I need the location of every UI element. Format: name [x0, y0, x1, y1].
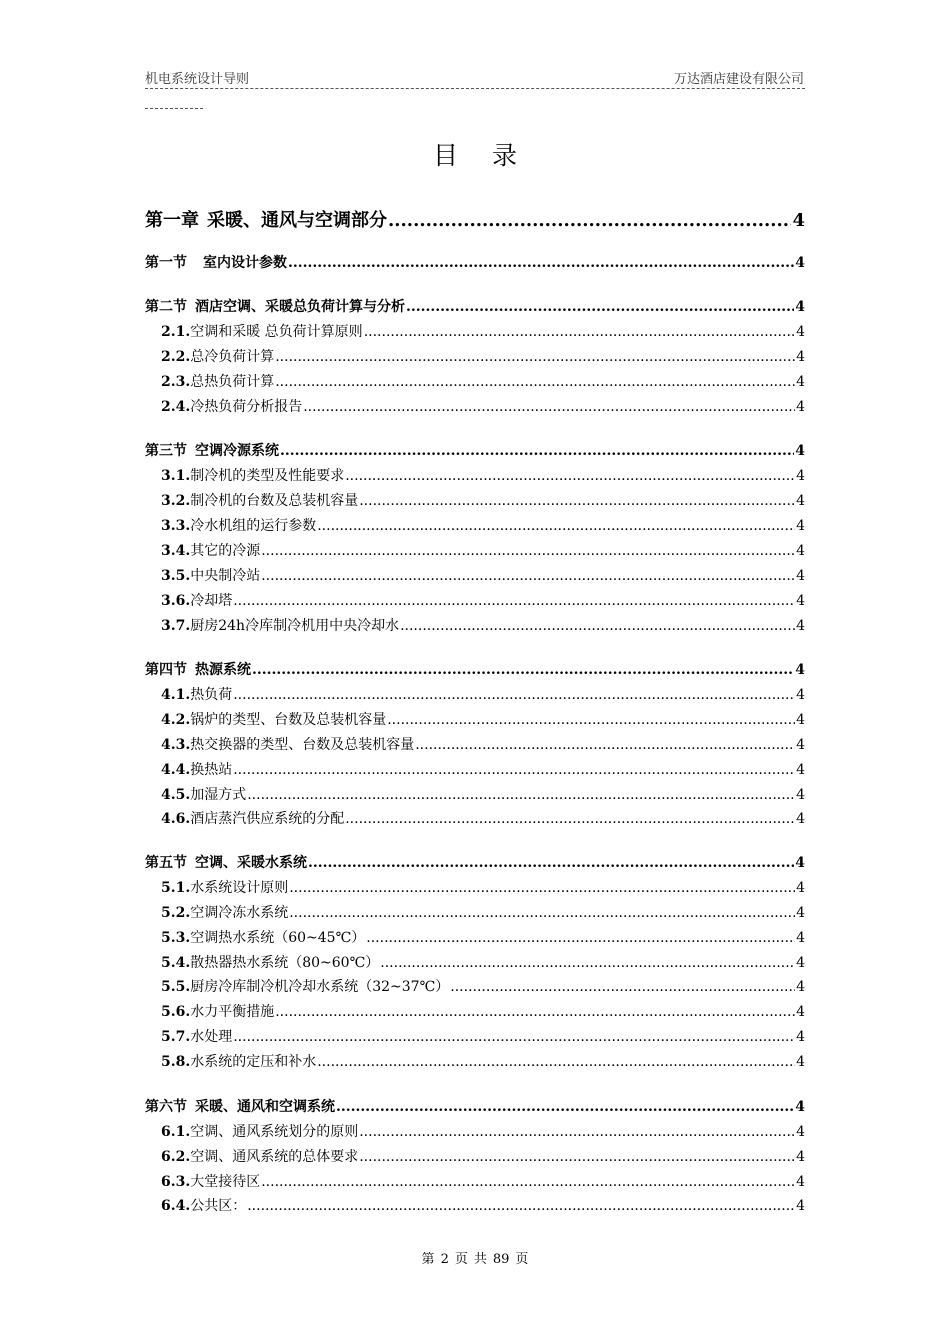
toc-entry-number: 3.6. [161, 593, 191, 609]
toc-entry-number: 3.1. [161, 468, 191, 484]
toc-entry-page: 4 [796, 1054, 805, 1070]
toc-entry-item[interactable] [145, 1121, 805, 1141]
toc-entry-item[interactable] [145, 927, 805, 947]
toc-entry-number: 5.5. [161, 979, 191, 995]
toc-entry-title: 冷热负荷分析报告 [190, 399, 303, 415]
toc-entry-page: 4 [796, 787, 805, 803]
toc-entry-page: 4 [796, 1149, 805, 1165]
toc-entry-number: 2.2. [161, 349, 191, 365]
toc-entry-title: 热交换器的类型、台数及总装机容量 [190, 737, 415, 753]
toc-leader-dots [359, 493, 795, 509]
toc-entry-title: 冷水机组的运行参数 [190, 518, 317, 534]
toc-entry-page: 4 [796, 493, 805, 509]
header-left: 机电系统设计导则 [145, 72, 250, 87]
toc-entry-title: 酒店空调、采暖总负荷计算与分析 [195, 299, 405, 315]
toc-entry-title: 中央制冷站 [190, 568, 261, 584]
toc-entry-item[interactable] [145, 808, 805, 828]
toc-entry-page: 4 [796, 930, 805, 946]
footer-suffix: 页 [515, 1252, 529, 1267]
toc-entry-page: 4 [796, 1198, 805, 1214]
toc-entry-number: 第四节 [145, 662, 187, 678]
toc-entry-title: 水系统的定压和补水 [190, 1054, 317, 1070]
toc-leader-dots [406, 299, 794, 315]
toc-entry-item[interactable] [145, 615, 805, 635]
toc-entry-number: 5.6. [161, 1004, 191, 1020]
toc-entry-title: 空调热水系统（60~45℃） [190, 930, 366, 946]
toc-leader-dots [317, 518, 795, 534]
toc-entry-number: 第三节 [145, 443, 187, 459]
footer-mid2: 共 [473, 1252, 487, 1267]
toc-entry-page: 4 [796, 1004, 805, 1020]
toc-leader-dots [450, 979, 795, 995]
toc-leader-dots [275, 349, 795, 365]
toc-entry-number: 3.5. [161, 568, 191, 584]
toc-entry-page: 4 [796, 1029, 805, 1045]
toc-entry-title: 空调冷冻水系统 [190, 905, 289, 921]
toc-entry-item[interactable] [145, 1195, 805, 1215]
toc-entry-page: 4 [796, 811, 805, 827]
toc-entry-title: 热负荷 [190, 687, 233, 703]
toc-entry-number: 2.4. [161, 399, 191, 415]
toc-entry-page: 4 [796, 905, 805, 921]
toc-entry-section[interactable] [145, 296, 805, 316]
toc-leader-dots [233, 687, 795, 703]
toc-entry-title: 加湿方式 [190, 787, 247, 803]
toc-entry-page: 4 [795, 299, 805, 315]
toc-entry-number: 第五节 [145, 855, 187, 871]
toc-entry-number: 6.3. [161, 1174, 191, 1190]
toc-entry-title: 总热负荷计算 [190, 374, 275, 390]
toc-entry-item[interactable] [145, 540, 805, 560]
toc-leader-dots [233, 1029, 795, 1045]
toc-leader-dots [252, 662, 794, 678]
toc-entry-title: 公共区： [190, 1198, 247, 1214]
toc-entry-number: 3.2. [161, 493, 191, 509]
toc-entry-item[interactable] [145, 515, 805, 535]
toc-entry-page: 4 [796, 979, 805, 995]
toc-leader-dots [303, 399, 795, 415]
toc-leader-dots [364, 324, 795, 340]
toc-entry-number: 第一章 [145, 210, 199, 231]
toc-entry-page: 4 [796, 399, 805, 415]
header-divider-tail [145, 108, 203, 109]
toc-entry-number: 2.3. [161, 374, 191, 390]
toc-entry-title: 其它的冷源 [190, 543, 261, 559]
toc-entry-title: 总冷负荷计算 [190, 349, 275, 365]
toc-leader-dots [345, 811, 795, 827]
toc-entry-number: 4.3. [161, 737, 191, 753]
toc-leader-dots [275, 374, 795, 390]
toc-leader-dots [359, 1149, 795, 1165]
header-divider [145, 88, 805, 89]
toc-leader-dots [387, 712, 795, 728]
toc-leader-dots [345, 468, 795, 484]
toc-entry-title: 水系统设计原则 [190, 880, 289, 896]
toc-entry-number: 6.2. [161, 1149, 191, 1165]
toc-entry-page: 4 [796, 687, 805, 703]
footer-current-page: 2 [440, 1252, 449, 1267]
toc-entry-title: 酒店蒸汽供应系统的分配 [190, 811, 345, 827]
toc-entry-title: 厨房冷库制冷机冷却水系统（32~37℃） [190, 979, 450, 995]
toc-entry-section[interactable] [145, 659, 805, 679]
toc-entry-item[interactable] [145, 465, 805, 485]
toc-entry-item[interactable] [145, 396, 805, 416]
toc-entry-page: 4 [796, 349, 805, 365]
toc-entry-page: 4 [796, 618, 805, 634]
toc-entry-number: 5.2. [161, 905, 191, 921]
toc-entry-item[interactable] [145, 1001, 805, 1021]
toc-entry-title: 锅炉的类型、台数及总装机容量 [190, 712, 387, 728]
toc-entry-item[interactable] [145, 902, 805, 922]
toc-entry-page: 4 [795, 1099, 805, 1115]
toc-entry-title: 厨房24h冷库制冷机用中央冷却水 [190, 618, 400, 634]
toc-entry-item[interactable] [145, 1171, 805, 1191]
toc-leader-dots [388, 210, 791, 231]
toc-entry-page: 4 [796, 880, 805, 896]
toc-entry-section[interactable] [145, 440, 805, 460]
toc-entry-item[interactable] [145, 490, 805, 510]
toc-entry-number: 6.1. [161, 1124, 191, 1140]
toc-leader-dots [336, 1099, 794, 1115]
toc-entry-page: 4 [796, 1124, 805, 1140]
toc-entry-number: 3.3. [161, 518, 191, 534]
toc-entry-title: 空调、采暖水系统 [195, 855, 307, 871]
toc-leader-dots [289, 880, 795, 896]
toc-entry-page: 4 [796, 568, 805, 584]
toc-entry-item[interactable] [145, 590, 805, 610]
toc-leader-dots [400, 618, 795, 634]
toc-entry-section[interactable] [145, 252, 805, 272]
toc-entry-item[interactable] [145, 321, 805, 341]
toc-entry-page: 4 [796, 518, 805, 534]
toc-entry-number: 6.4. [161, 1198, 191, 1214]
toc-leader-dots [261, 543, 795, 559]
toc-entry-section[interactable] [145, 1096, 805, 1116]
toc-entry-page: 4 [796, 374, 805, 390]
toc-entry-number: 第一节 [145, 255, 187, 271]
toc-entry-item[interactable] [145, 877, 805, 897]
toc-entry-title: 空调、通风系统划分的原则 [190, 1124, 359, 1140]
toc-entry-item[interactable] [145, 565, 805, 585]
toc-entry-title: 水力平衡措施 [190, 1004, 275, 1020]
toc-entry-page: 4 [796, 762, 805, 778]
toc-entry-page: 4 [795, 255, 805, 271]
toc-entry-number: 4.2. [161, 712, 191, 728]
toc-leader-dots [317, 1054, 795, 1070]
toc-entry-title: 采暖、通风和空调系统 [195, 1099, 335, 1115]
toc-entry-item[interactable] [145, 759, 805, 779]
toc-entry-title: 冷却塔 [190, 593, 233, 609]
toc-entry-number: 第二节 [145, 299, 187, 315]
toc-entry-number: 第六节 [145, 1099, 187, 1115]
toc-entry-page: 4 [795, 662, 805, 678]
toc-entry-page: 4 [795, 443, 805, 459]
toc-leader-dots [359, 1124, 795, 1140]
toc-entry-number: 4.4. [161, 762, 191, 778]
toc-entry-title: 空调冷源系统 [195, 443, 279, 459]
toc-entry-item[interactable] [145, 1051, 805, 1071]
footer-mid1: 页 [454, 1252, 468, 1267]
toc-entry-number: 2.1. [161, 324, 191, 340]
toc-leader-dots [275, 1004, 795, 1020]
page-footer [0, 1248, 950, 1267]
toc-entry-item[interactable] [145, 371, 805, 391]
toc-entry-item[interactable] [145, 709, 805, 729]
page-title: 目录 [432, 141, 551, 170]
toc-entry-page: 4 [795, 855, 805, 871]
toc-entry-number: 5.3. [161, 930, 191, 946]
header-right: 万达酒店建设有限公司 [673, 72, 804, 87]
toc-entry-item[interactable] [145, 1146, 805, 1166]
toc-entry-title: 采暖、通风与空调部分 [207, 210, 387, 231]
toc-entry-page: 4 [796, 737, 805, 753]
toc-entry-item[interactable] [145, 1026, 805, 1046]
toc-entry-section[interactable] [145, 852, 805, 872]
toc-entry-title: 大堂接待区 [190, 1174, 261, 1190]
toc-entry-page: 4 [796, 543, 805, 559]
toc-entry-number: 5.4. [161, 955, 191, 971]
toc-entry-chapter[interactable] [145, 206, 805, 232]
toc-entry-item[interactable] [145, 346, 805, 366]
toc-entry-title: 散热器热水系统（80~60℃） [190, 955, 380, 971]
toc-leader-dots [247, 787, 795, 803]
toc-leader-dots [380, 955, 795, 971]
toc-leader-dots [261, 568, 795, 584]
toc-entry-title: 空调和采暖 总负荷计算原则 [190, 324, 363, 340]
toc-entry-number: 5.7. [161, 1029, 191, 1045]
toc-leader-dots [261, 1174, 795, 1190]
toc-leader-dots [415, 737, 795, 753]
toc-entry-item[interactable] [145, 784, 805, 804]
toc-entry-page: 4 [796, 955, 805, 971]
toc-leader-dots [280, 443, 794, 459]
toc-entry-page: 4 [796, 712, 805, 728]
toc-entry-title: 制冷机的类型及性能要求 [190, 468, 345, 484]
toc-entry-number: 4.1. [161, 687, 191, 703]
toc-leader-dots [366, 930, 795, 946]
toc-entry-page: 4 [796, 1174, 805, 1190]
toc-entry-item[interactable] [145, 684, 805, 704]
footer-prefix: 第 [421, 1252, 435, 1267]
toc-entry-item[interactable] [145, 952, 805, 972]
toc-entry-page: 4 [792, 210, 805, 231]
toc-entry-page: 4 [796, 593, 805, 609]
toc-leader-dots [247, 1198, 795, 1214]
toc-entry-title: 室内设计参数 [203, 255, 287, 271]
toc-entry-number: 4.5. [161, 787, 191, 803]
toc-entry-number: 5.8. [161, 1054, 191, 1070]
toc-leader-dots [308, 855, 794, 871]
toc-entry-title: 制冷机的台数及总装机容量 [190, 493, 359, 509]
toc-entry-number: 3.4. [161, 543, 191, 559]
toc-entry-title: 热源系统 [195, 662, 251, 678]
toc-entry-number: 3.7. [161, 618, 191, 634]
toc-entry-item[interactable] [145, 976, 805, 996]
footer-total-pages: 89 [492, 1252, 510, 1267]
toc-leader-dots [233, 593, 795, 609]
toc-leader-dots [233, 762, 795, 778]
toc-entry-item[interactable] [145, 734, 805, 754]
toc-entry-number: 4.6. [161, 811, 191, 827]
toc-entry-title: 空调、通风系统的总体要求 [190, 1149, 359, 1165]
toc-entry-title: 水处理 [190, 1029, 233, 1045]
toc-entry-page: 4 [796, 324, 805, 340]
toc-entry-title: 换热站 [190, 762, 233, 778]
toc-entry-page: 4 [796, 468, 805, 484]
toc-leader-dots [289, 905, 795, 921]
toc-entry-number: 5.1. [161, 880, 191, 896]
toc-leader-dots [288, 255, 794, 271]
